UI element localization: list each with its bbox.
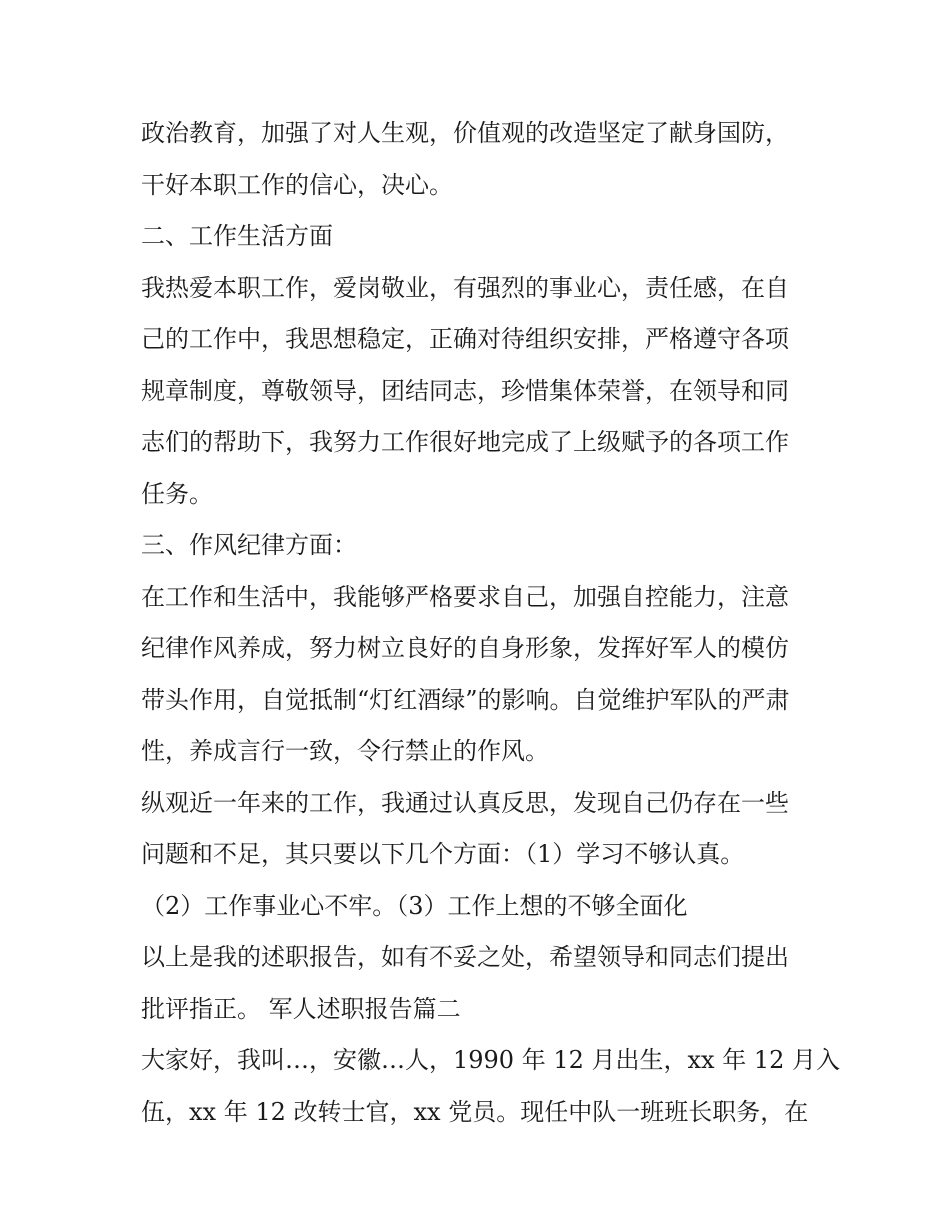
text-line: 志们的帮助下，我努力工作很好地完成了上级赋予的各项工作 — [141, 428, 789, 456]
text-line: 任务。 — [141, 479, 213, 508]
section-heading: 三、作风纪律方面： — [141, 531, 357, 559]
text-line: 大家好，我叫…，安徽…人，1990 年 12 月出生，xx 年 12 月入 — [141, 1046, 840, 1074]
text-line: 我热爱本职工作，爱岗敬业，有强烈的事业心，责任感，在自 — [141, 273, 789, 302]
text-line: 己的工作中，我思想稳定，正确对待组织安排，严格遵守各项 — [141, 325, 789, 353]
section-heading: 二、工作生活方面 — [141, 222, 333, 250]
text-line: 规章制度，尊敬领导，团结同志，珍惜集体荣誉，在领导和同 — [141, 376, 789, 405]
text-line: 以上是我的述职报告，如有不妥之处，希望领导和同志们提出 — [141, 943, 789, 971]
text-line: 问题和不足，其只要以下几个方面：（1）学习不够认真。 — [141, 840, 745, 868]
text-line: 政治教育，加强了对人生观，价值观的改造坚定了献身国防， — [141, 119, 789, 147]
text-line: 纵观近一年来的工作，我通过认真反思，发现自己仍存在一些 — [141, 788, 789, 817]
text-line: 带头作用，自觉抵制“灯红酒绿”的影响。自觉维护军队的严肃 — [141, 685, 790, 714]
text-line: 性，养成言行一致，令行禁止的作风。 — [141, 737, 549, 765]
text-line: （2）工作事业心不牢。（3）工作上想的不够全面化 — [141, 891, 688, 920]
text-line: 纪律作风养成，努力树立良好的自身形象，发挥好军人的模仿 — [141, 634, 789, 662]
text-line: 干好本职工作的信心，决心。 — [141, 170, 453, 199]
text-line: 伍，xx 年 12 改转士官，xx 党员。现任中队一班班长职务，在 — [141, 1097, 809, 1126]
text-line: 批评指正。 军人述职报告篇二 — [141, 994, 461, 1023]
document-body — [141, 108, 840, 1138]
text-line: 在工作和生活中，我能够严格要求自己，加强自控能力，注意 — [141, 582, 789, 611]
